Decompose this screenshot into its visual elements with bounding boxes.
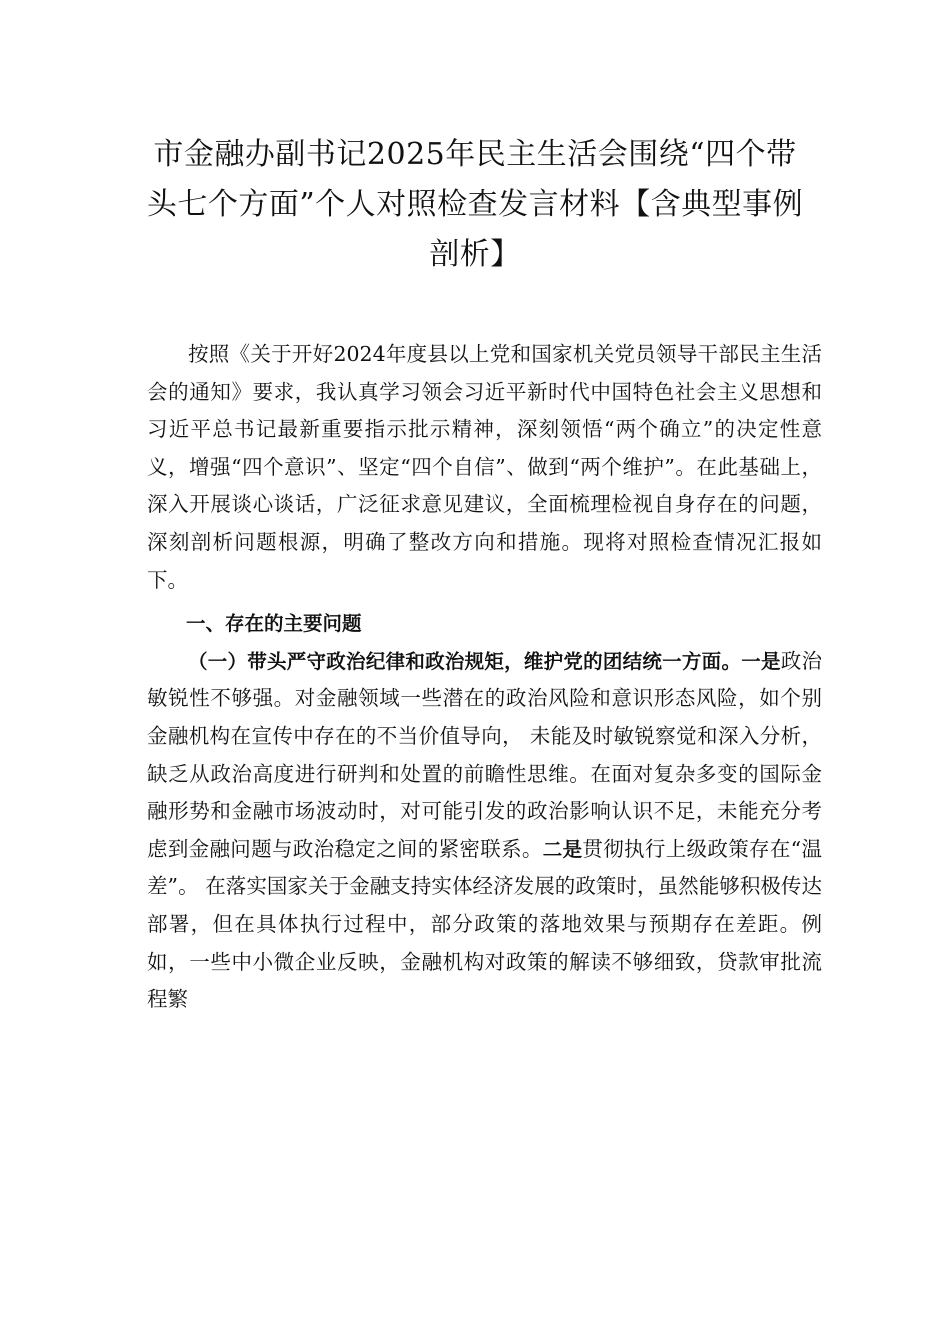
point-marker-1: 一是 bbox=[741, 649, 781, 673]
point-marker-2: 二是 bbox=[542, 837, 583, 861]
intro-paragraph: 按照《关于开好2024年度县以上党和国家机关党员领导干部民主生活会的通知》要求，我认真学习领会习近平新时代中国特色社会主义思想和习近平总书记最新重要指示批示精神，深刻领悟“两个确立”的决定性意义，增强“四个意识”、坚定“四个自信”、做到“两个维护”。在此基础上，深入开展谈心谈话，广泛征求意见建议，全面梳理检视自身存在的问题，深刻剖析问题根源，明确了整改方向和措施。现将对照检查情况汇报如下。 bbox=[147, 342, 822, 592]
subsection-heading: （一）带头严守政治纪律和政治规矩，维护党的团结统一方面。 bbox=[188, 649, 742, 673]
document-body bbox=[147, 336, 822, 1019]
point-text-1: 政治敏锐性不够强。对金融领域一些潜在的政治风险和意识形态风险，如个别金融机构在宣传中存在的不当价值导向， 未能及时敏锐察觉和深入分析，缺乏从政治高度进行研判和处置的前瞻性思维。在面对复杂多变的国际金融形势和金融市场波动时，对可能引发的政治影响认识不足，未能充分考虑到金融问题与政治稳定之间的紧密联系。 bbox=[147, 648, 822, 861]
point-text-2: 贯彻执行上级政策存在“温差”。 在落实国家关于金融支持实体经济发展的政策时，虽然能够积极传达部署，但在具体执行过程中，部分政策的落地效果与预期存在差距。例如，一些中小微企业反映，金融机构对政策的解读不够细致，贷款审批流程繁 bbox=[147, 836, 822, 1012]
document-title: 市金融办副书记2025年民主生活会围绕“四个带头七个方面”个人对照检查发言材料【含典型事例剖析】 bbox=[146, 137, 804, 272]
subsection-paragraph bbox=[147, 643, 822, 1019]
section-heading: 一、存在的主要问题 bbox=[186, 612, 362, 636]
